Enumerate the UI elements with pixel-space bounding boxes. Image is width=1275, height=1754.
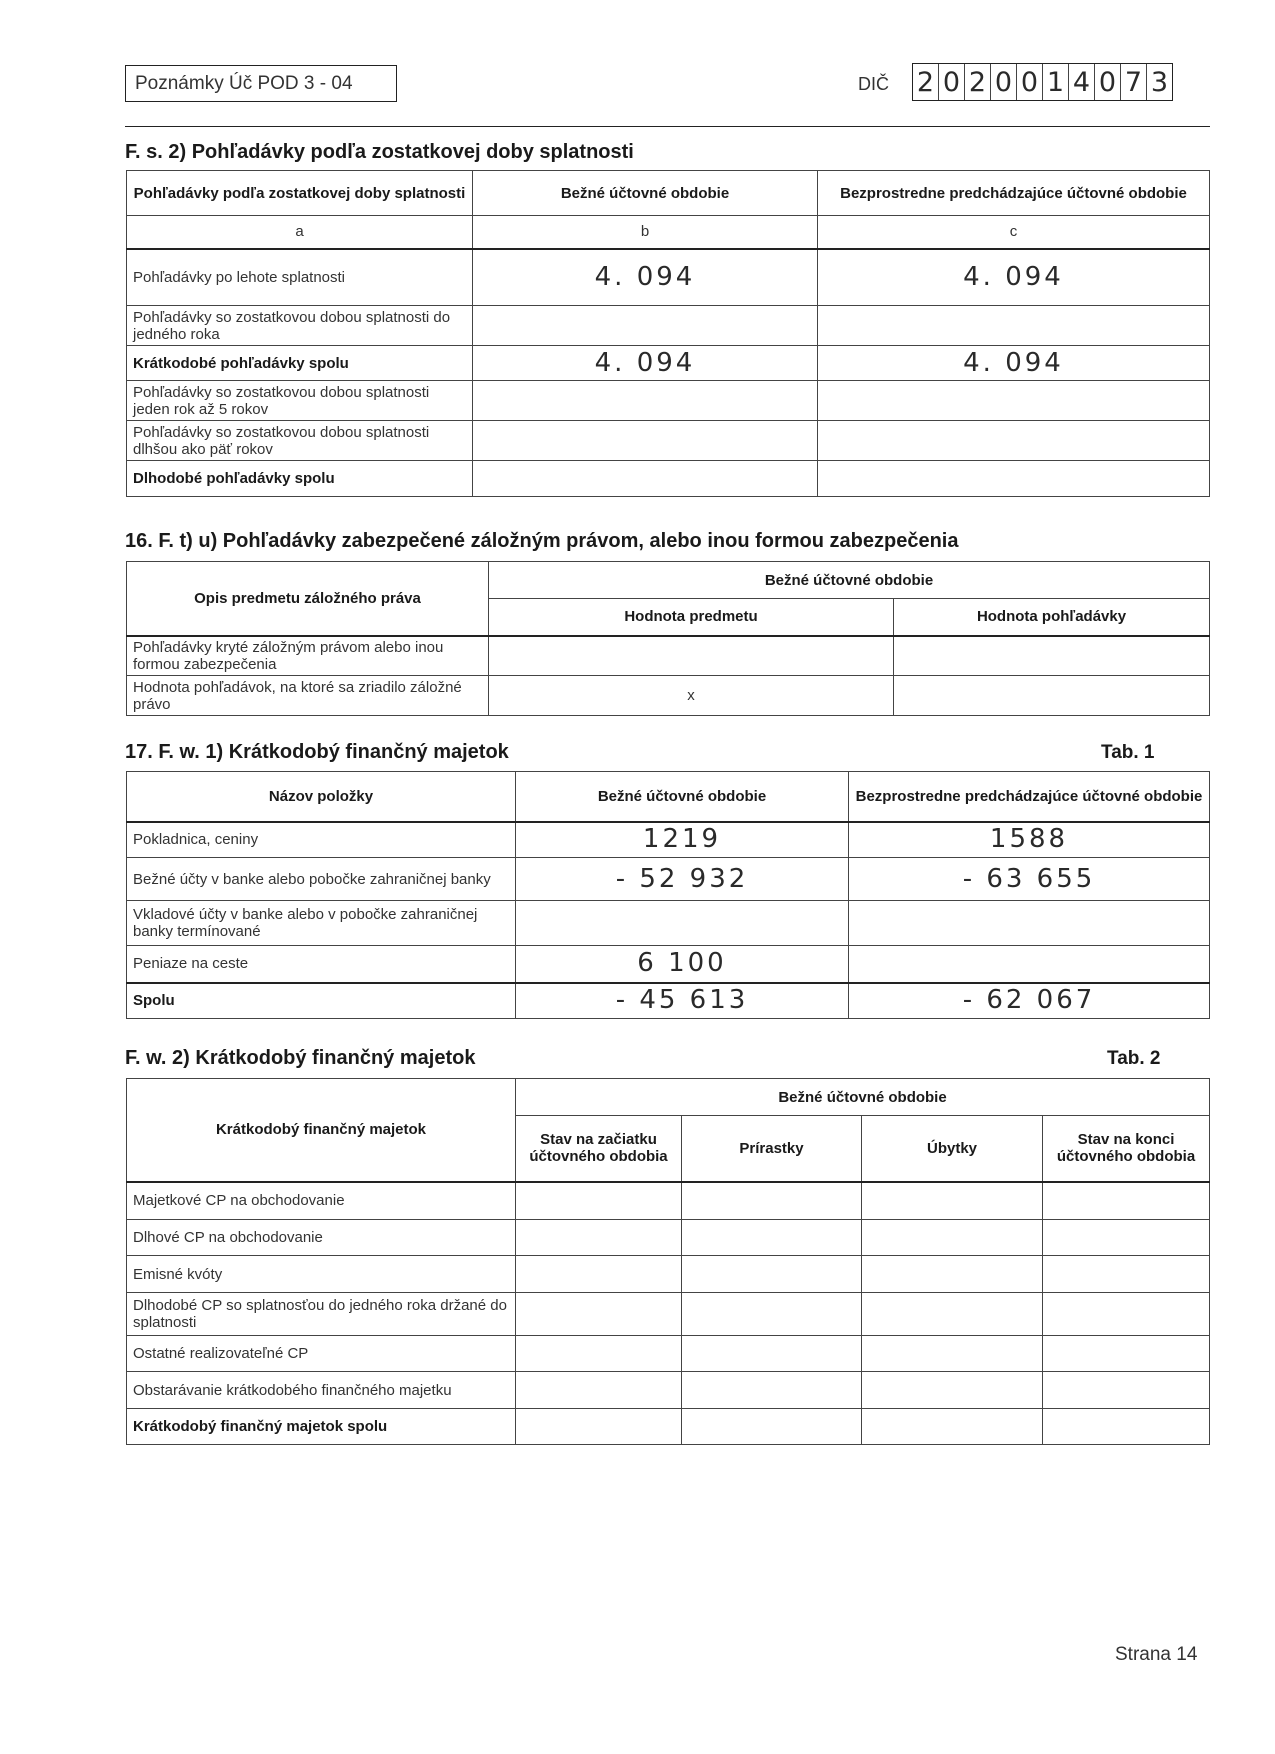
cell-start <box>516 1293 682 1336</box>
row-label: Pokladnica, ceniny <box>127 822 516 858</box>
short-term-assets-table-1 <box>126 771 1210 1019</box>
value-previous: - 62 067 <box>849 983 1210 1019</box>
cell-start <box>516 1336 682 1372</box>
dic-digit: 1 <box>1043 64 1069 100</box>
secured-receivables-table <box>126 561 1210 716</box>
receivables-by-maturity-table <box>126 170 1210 497</box>
col-header-period: Bežné účtovné obdobie <box>516 1079 1210 1116</box>
cell-end <box>1043 1182 1210 1220</box>
cell-disposals <box>862 1293 1043 1336</box>
dic-digit: 0 <box>1017 64 1043 100</box>
dic-digit: 3 <box>1150 67 1169 98</box>
value-current: - 52 932 <box>516 858 849 901</box>
col-header-period: Bežné účtovné obdobie <box>489 562 1210 599</box>
section-title-16: 16. F. t) u) Pohľadávky zabezpečené záložným právom, alebo inou formou zabezpečenia <box>125 530 959 552</box>
table-row <box>127 822 1210 858</box>
col-header-end: Stav na konci účtovného obdobia <box>1043 1116 1210 1182</box>
cell-start <box>516 1409 682 1445</box>
table-row <box>127 1409 1210 1445</box>
col-sub-a: a <box>127 216 473 249</box>
col-header-name: Krátkodobý finančný majetok <box>127 1079 516 1182</box>
col-header-desc: Opis predmetu záložného práva <box>127 562 489 636</box>
cell-additions <box>682 1293 862 1336</box>
form-label: Poznámky Úč POD 3 - 04 <box>135 73 353 94</box>
receivable-value <box>894 676 1210 716</box>
col-header-a: Pohľadávky podľa zostatkovej doby splatnosti <box>127 171 473 216</box>
section-title-w2: F. w. 2) Krátkodobý finančný majetok <box>125 1047 476 1069</box>
value-current <box>473 306 818 346</box>
col-header-previous: Bezprostredne predchádzajúce účtovné obdobie <box>849 772 1210 822</box>
table-row <box>127 346 1210 381</box>
page-number: Strana 14 <box>1115 1644 1198 1665</box>
col-sub-c: c <box>818 216 1210 249</box>
table-row <box>127 946 1210 983</box>
cell-start <box>516 1220 682 1256</box>
value-previous <box>818 381 1210 421</box>
table-row <box>127 381 1210 421</box>
dic-digit: 2 <box>913 64 939 100</box>
cell-end <box>1043 1293 1210 1336</box>
row-label: Spolu <box>127 983 516 1019</box>
value-previous <box>818 421 1210 461</box>
col-header-start: Stav na začiatku účtovného obdobia <box>516 1116 682 1182</box>
value-current <box>473 421 818 461</box>
col-header-additions: Prírastky <box>682 1116 862 1182</box>
col-header-disposals: Úbytky <box>862 1116 1043 1182</box>
value-current: 4. 094 <box>473 249 818 306</box>
value-current <box>516 901 849 946</box>
col-sub-b: b <box>473 216 818 249</box>
tab-label-2: Tab. 2 <box>1107 1048 1161 1069</box>
table-row <box>127 1220 1210 1256</box>
value-current: 1219 <box>516 822 849 858</box>
row-label: Dlhodobé pohľadávky spolu <box>127 461 473 497</box>
row-label: Krátkodobý finančný majetok spolu <box>127 1409 516 1445</box>
dic-digit: 2 <box>965 64 991 100</box>
row-label: Obstarávanie krátkodobého finančného majetku <box>127 1372 516 1409</box>
table-row <box>127 1182 1210 1220</box>
table-row <box>127 1372 1210 1409</box>
dic-field <box>912 63 1173 101</box>
value-current: 4. 094 <box>473 346 818 381</box>
cell-disposals <box>862 1256 1043 1293</box>
value-previous <box>849 901 1210 946</box>
col-header-receivable-value: Hodnota pohľadávky <box>894 599 1210 636</box>
section-title-s2: F. s. 2) Pohľadávky podľa zostatkovej doby splatnosti <box>125 141 634 163</box>
cell-end <box>1043 1372 1210 1409</box>
short-term-assets-table-2 <box>126 1078 1210 1445</box>
value-current <box>473 381 818 421</box>
value-previous <box>818 306 1210 346</box>
table-row <box>127 858 1210 901</box>
table-row <box>127 461 1210 497</box>
dic-digit: 0 <box>1095 64 1121 100</box>
form-label-box <box>125 65 397 102</box>
col-header-name: Názov položky <box>127 772 516 822</box>
dic-digit: 0 <box>939 64 965 100</box>
cell-additions <box>682 1256 862 1293</box>
cell-start <box>516 1372 682 1409</box>
receivable-value <box>894 636 1210 676</box>
row-label: Pohľadávky so zostatkovou dobou splatnosti do jedného roka <box>127 306 473 346</box>
row-label: Pohľadávky kryté záložným právom alebo inou formou zabezpečenia <box>127 636 489 676</box>
table-row <box>127 676 1210 716</box>
row-label: Pohľadávky po lehote splatnosti <box>127 249 473 306</box>
col-header-current: Bežné účtovné obdobie <box>516 772 849 822</box>
value-current <box>473 461 818 497</box>
cell-end <box>1043 1409 1210 1445</box>
tab-label-1: Tab. 1 <box>1101 742 1155 763</box>
dic-digit: 4 <box>1069 64 1095 100</box>
cell-disposals <box>862 1409 1043 1445</box>
cell-start <box>516 1256 682 1293</box>
cell-disposals <box>862 1336 1043 1372</box>
cell-disposals <box>862 1372 1043 1409</box>
cell-additions <box>682 1372 862 1409</box>
cell-end <box>1043 1220 1210 1256</box>
row-label: Pohľadávky so zostatkovou dobou splatnosti dlhšou ako päť rokov <box>127 421 473 461</box>
dic-digit: 7 <box>1121 64 1147 100</box>
value-current: 6 100 <box>516 946 849 983</box>
table-row <box>127 1256 1210 1293</box>
value-previous: 4. 094 <box>818 346 1210 381</box>
table-row <box>127 249 1210 306</box>
value-previous <box>818 461 1210 497</box>
row-label: Krátkodobé pohľadávky spolu <box>127 346 473 381</box>
value-previous <box>849 946 1210 983</box>
row-label: Vkladové účty v banke alebo v pobočke zahraničnej banky termínované <box>127 901 516 946</box>
cell-start <box>516 1182 682 1220</box>
cell-additions <box>682 1336 862 1372</box>
dic-digit: 0 <box>991 64 1017 100</box>
row-label: Pohľadávky so zostatkovou dobou splatnosti jeden rok až 5 rokov <box>127 381 473 421</box>
value-current: - 45 613 <box>516 983 849 1019</box>
cell-additions <box>682 1409 862 1445</box>
row-label: Hodnota pohľadávok, na ktoré sa zriadilo záložné právo <box>127 676 489 716</box>
table-row <box>127 1293 1210 1336</box>
value-previous: 4. 094 <box>818 249 1210 306</box>
row-label: Peniaze na ceste <box>127 946 516 983</box>
cell-end <box>1043 1256 1210 1293</box>
cell-disposals <box>862 1182 1043 1220</box>
row-label: Dlhové CP na obchodovanie <box>127 1220 516 1256</box>
cell-additions <box>682 1220 862 1256</box>
item-value: x <box>489 676 894 716</box>
cell-additions <box>682 1182 862 1220</box>
table-row <box>127 983 1210 1019</box>
table-row <box>127 901 1210 946</box>
table-row <box>127 421 1210 461</box>
col-header-c: Bezprostredne predchádzajúce účtovné obdobie <box>818 171 1210 216</box>
header-divider <box>125 126 1210 127</box>
row-label: Majetkové CP na obchodovanie <box>127 1182 516 1220</box>
cell-end <box>1043 1336 1210 1372</box>
col-header-b: Bežné účtovné obdobie <box>473 171 818 216</box>
table-row <box>127 1336 1210 1372</box>
row-label: Bežné účty v banke alebo pobočke zahraničnej banky <box>127 858 516 901</box>
col-header-item-value: Hodnota predmetu <box>489 599 894 636</box>
row-label: Emisné kvóty <box>127 1256 516 1293</box>
dic-label: DIČ <box>858 74 889 94</box>
item-value <box>489 636 894 676</box>
value-previous: 1588 <box>849 822 1210 858</box>
row-label: Ostatné realizovateľné CP <box>127 1336 516 1372</box>
table-row <box>127 636 1210 676</box>
cell-disposals <box>862 1220 1043 1256</box>
table-row <box>127 306 1210 346</box>
value-previous: - 63 655 <box>849 858 1210 901</box>
row-label: Dlhodobé CP so splatnosťou do jedného roka držané do splatnosti <box>127 1293 516 1336</box>
section-title-17: 17. F. w. 1) Krátkodobý finančný majetok <box>125 741 509 763</box>
